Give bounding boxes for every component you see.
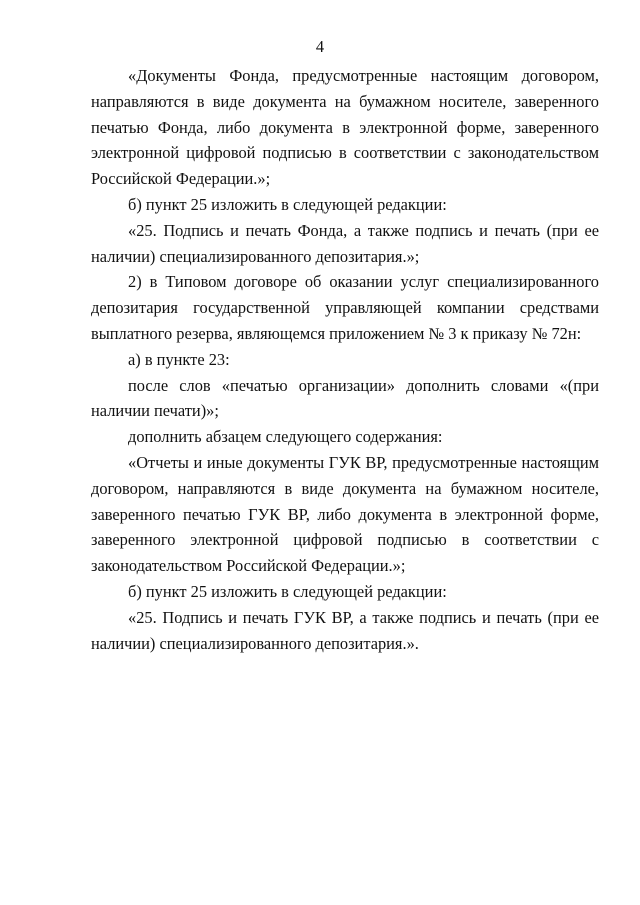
paragraph-fund-signature: «25. Подпись и печать Фонда, а также подпись и печать (при ее наличии) специализированного депозитария.»; [91,220,599,266]
paragraph-typical-contract: 2) в Типовом договоре об оказании услуг специализированного депозитария государственной управляющей компании средствами выплатного резерва, являющемся приложением № 3 к приказу № 72н: [91,272,599,343]
paragraph-add-clause: дополнить абзацем следующего содержания: [128,427,443,447]
paragraph-item-b-25-guk: б) пункт 25 изложить в следующей редакции: [128,581,447,601]
paragraph-guk-reports: «Отчеты и иные документы ГУК ВР, предусмотренные настоящим договором, направляются в виде документа на бумажном носителе, заверенного печатью ГУК ВР, либо документа в электронной форме, заверенного электронной цифровой подписью в соответствии с законодательством Российской Федерации.»; [91,452,599,576]
document-body [91,63,599,656]
paragraph-add-words: после слов «печатью организации» дополнить словами «(при наличии печати)»; [91,375,599,421]
paragraph-fund-documents: «Документы Фонда, предусмотренные настоящим договором, направляются в виде документа на бумажном носителе, заверенного печатью Фонда, либо документа в электронной форме, заверенного электронной цифровой подписью в соответствии с законодательством Российской Федерации.»; [91,66,599,189]
paragraph-item-b-25-fund: б) пункт 25 изложить в следующей редакции: [128,194,447,214]
paragraph-item-a-23: а) в пункте 23: [128,349,230,369]
paragraph-guk-signature: «25. Подпись и печать ГУК ВР, а также подпись и печать (при ее наличии) специализированного депозитария.». [91,607,599,653]
page-number: 4 [315,37,325,56]
